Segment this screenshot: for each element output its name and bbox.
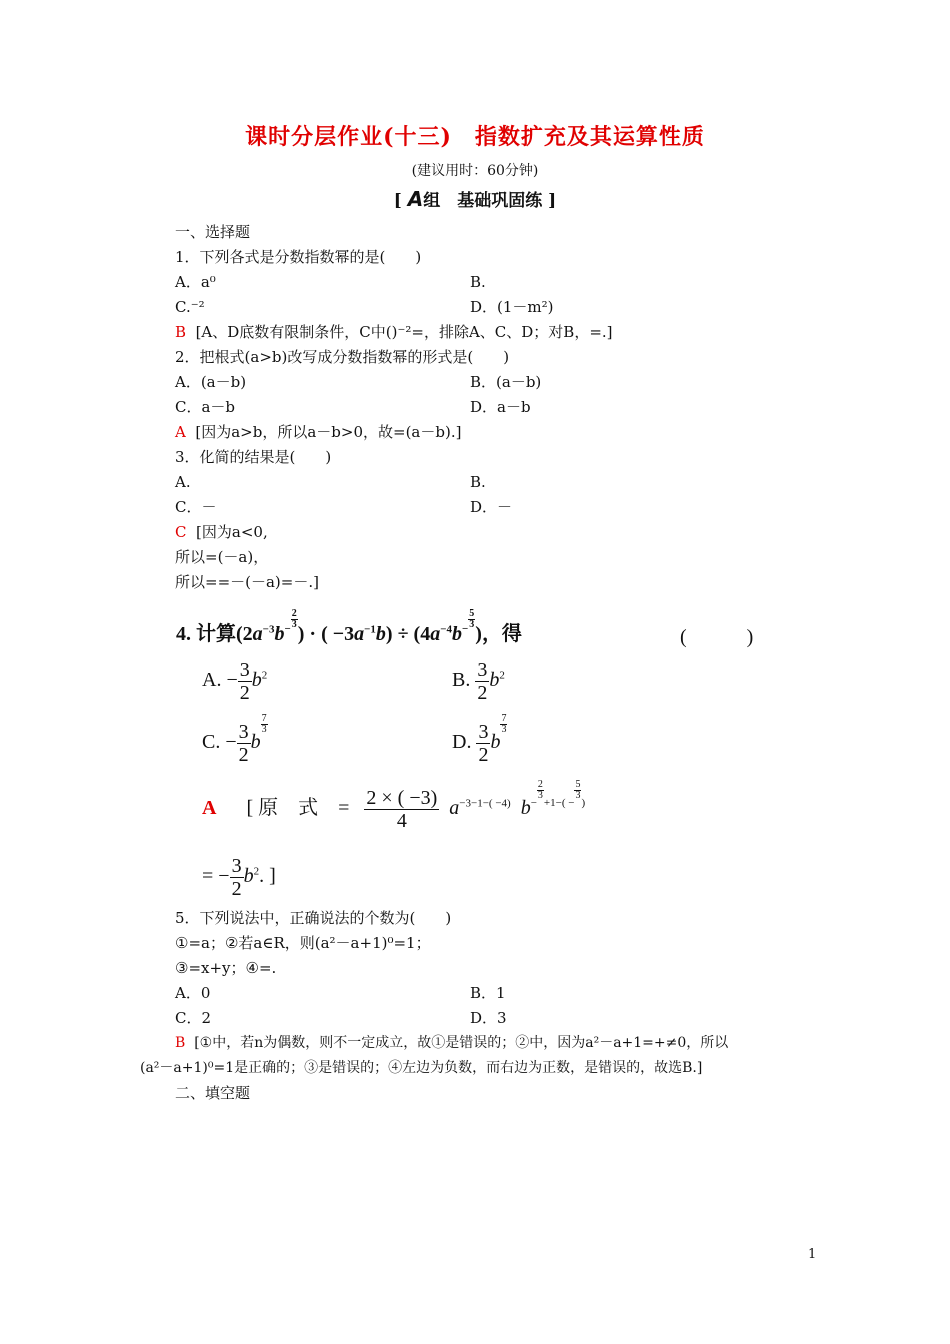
q2-option-a: A．(a－b) [175,373,247,391]
group-heading [0,186,950,211]
q3-answer-line2: 所以=(－a)， [175,548,269,566]
q4-b-den: 2 [477,682,488,704]
q5-answer-letter: B [175,1035,186,1051]
q1-answer [175,322,613,342]
section-fill-heading: 二、填空题 [175,1084,251,1102]
suggested-time: (建议用时：60分钟) [411,163,539,179]
q4-answer-line2-suffix: . ] [259,865,276,888]
q3-answer-line3: 所以==－(－a)=－.] [175,573,319,591]
q3-answer [175,522,268,542]
q4-answer: A [ 原 式 = $\frac{2 \times ( -3)}{4}$ $a^{-3-1-( -4)}$ $b^{- \frac{2}{3} +1-( - \frac{5}{3} )}$ [202,779,586,832]
q5-option-d: D．3 [470,1009,507,1027]
q5-stem: 5．下列说法中，正确说法的个数为( ) [175,909,452,927]
q4-answer-bracket: [ 原 式 = [246,797,350,820]
q4-option-d: D. $\frac{3}{2}$ b $^{\frac{7}{3}}$ [452,713,507,766]
q2-option-d: D．a－b [470,398,531,416]
q4-stem-prefix: 4. 计算(2 [176,623,253,645]
q4-option-a: A. − $\frac{3}{2}$ $b^2$ [202,659,268,704]
q3-answer-letter: C [175,523,187,541]
q4-option-d-label: D. [452,731,472,754]
q4-answer-den: 4 [396,810,407,832]
group-label: 组 基础巩固练 [423,191,543,211]
q2-answer-text: [因为a>b，所以a－b>0，故=(a－b).] [195,423,462,441]
q4-option-a-label: A. [202,669,222,692]
q4-d-den: 2 [478,744,489,766]
q4-option-b: B. $\frac{3}{2}$ $b^2$ [452,659,505,704]
q4-option-c: C. − $\frac{3}{2}$ b $^{\frac{7}{3}}$ [202,713,267,766]
q5-statement-line2: ③=x+y；④=. [175,959,277,977]
q4-option-b-label: B. [452,669,471,692]
q4-option-c-label: C. [202,731,221,754]
q1-option-a: A．a⁰ [175,273,216,291]
q5-answer [175,1033,728,1053]
q4-stem: 4. 计算($2a^{-3}b^{- \frac{2}{3}}$ ) · ( $-3a^{-1}b) \div (4a^{-4}b^{- \frac{5}{3}}$ )，得 [176,608,522,645]
q4-d-num: 3 [478,721,489,743]
group-bracket-close: ] [548,191,557,211]
q4-a-num: 3 [239,659,250,681]
q3-option-c: C．－ [175,498,217,516]
group-bracket-open: [ [393,191,402,211]
q5-statement-line1: ①=a；②若a∈R，则(a²－a+1)⁰=1； [175,934,431,952]
group-letter: A [407,187,424,211]
q1-stem: 1．下列各式是分数指数幂的是( ) [175,248,422,266]
q3-answer-line1: [因为a<0, [196,523,268,541]
q4-answer-letter: A [202,797,217,820]
q2-stem: 2．把根式(a>b)改写成分数指数幂的形式是( ) [175,348,510,366]
q3-option-a: A. [175,473,191,491]
q4-ans-den: 2 [231,878,242,900]
q4-answer-num: 2 × ( −3) [366,787,438,809]
page-title: 课时分层作业(十三) 指数扩充及其运算性质 [245,124,705,150]
section-choice-heading: 一、选择题 [175,223,251,241]
q2-option-b: B．(a－b) [470,373,542,391]
q2-answer [175,422,461,442]
q4-stem-mid: ，得 [481,623,522,645]
q2-option-c: C．a－b [175,398,236,416]
q5-option-b: B．1 [470,984,506,1002]
q1-option-c: C.⁻² [175,298,205,316]
q5-answer-line1: [①中，若n为偶数，则不一定成立，故①是错误的；②中，因为a²－a+1=+≠0，所以 [194,1035,729,1051]
q3-stem: 3．化简的结果是( ) [175,448,332,466]
q4-answer-line2: = − $\frac{3}{2}$ $b^2$. ] [202,855,276,900]
q4-ans-num: 3 [231,855,242,877]
q5-option-c: C．2 [175,1009,212,1027]
q3-option-d: D．－ [470,498,513,516]
q4-c-den: 2 [238,744,249,766]
q4-a-den: 2 [239,682,250,704]
q1-answer-letter: B [175,323,187,341]
q1-option-d: D．(1－m²) [470,298,554,316]
q4-blank: ( ) [680,626,754,648]
q1-answer-text: [A、D底数有限制条件，C中()⁻²=，排除A、C、D；对B，=.] [195,323,613,341]
q3-option-b: B. [470,473,486,491]
q2-answer-letter: A [175,423,186,441]
q4-c-num: 3 [238,721,249,743]
q4-b-num: 3 [477,659,488,681]
q1-option-b: B. [470,273,486,291]
page-number: 1 [808,1247,817,1262]
q4-answer-line2-prefix: = − [202,865,230,888]
q5-answer-line2: (a²－a+1)⁰=1是正确的；③是错误的；④左边为负数，而右边为正数，是错误的，故选B.] [140,1060,703,1076]
q5-option-a: A．0 [175,984,211,1002]
